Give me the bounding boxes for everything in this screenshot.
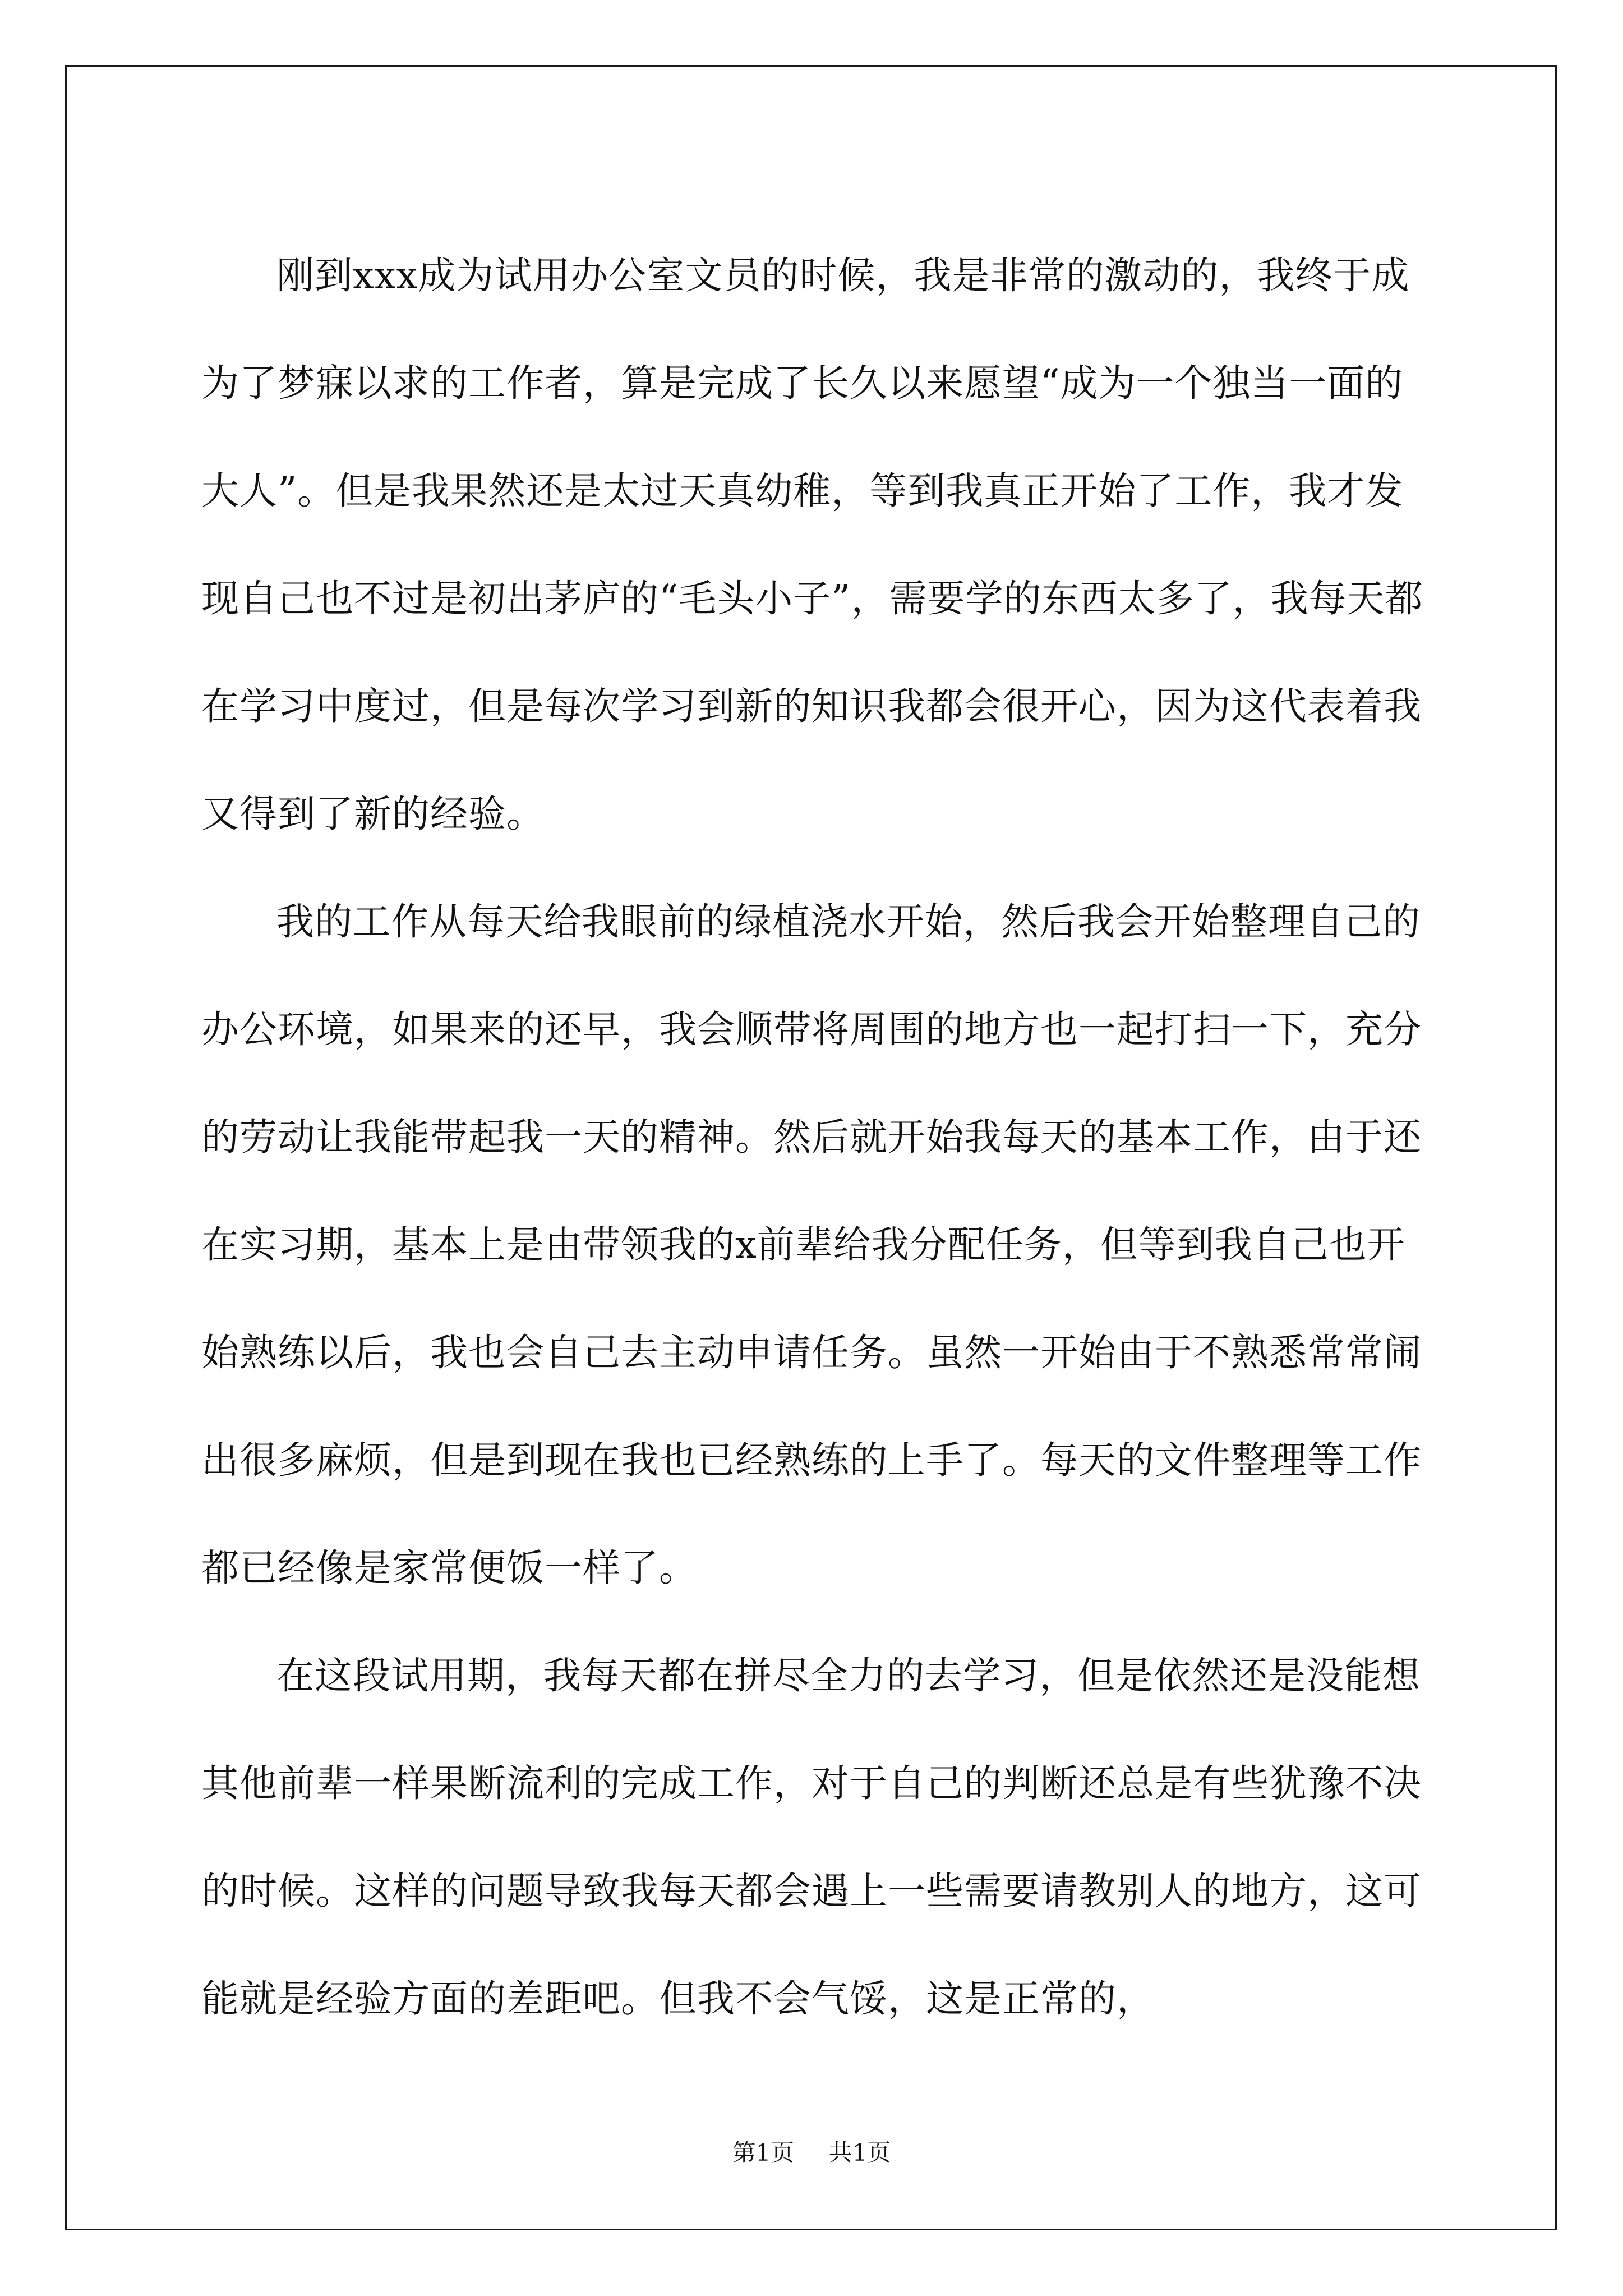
page-total: 共1页 [828, 2139, 891, 2166]
page-footer [0, 2134, 1623, 2168]
paragraph-3: 在这段试用期，我每天都在拼尽全力的去学习，但是依然还是没能想其他前辈一样果断流利的完成工作，对于自己的判断还总是有些犹豫不决的时候。这样的问题导致我每天都会遇上一些需要请教别人的地方，这可能就是经验方面的差距吧。但我不会气馁，这是正常的， [201, 1654, 1422, 2021]
page-number: 第1页 [732, 2139, 795, 2166]
document-body [201, 222, 1431, 2053]
paragraph-2: 我的工作从每天给我眼前的绿植浇水开始，然后我会开始整理自己的办公环境，如果来的还早，我会顺带将周围的地方也一起打扫一下，充分的劳动让我能带起我一天的精神。然后就开始我每天的基本工作，由于还在实习期，基本上是由带领我的x前辈给我分配任务，但等到我自己也开始熟练以后，我也会自己去主动申请任务。虽然一开始由于不熟悉常常闹出很多麻烦，但是到现在我也已经熟练的上手了。每天的文件整理等工作都已经像是家常便饭一样了。 [201, 900, 1422, 1590]
paragraph-1: 刚到xxx成为试用办公室文员的时候，我是非常的激动的，我终于成为了梦寐以求的工作者，算是完成了长久以来愿望“成为一个独当一面的大人”。但是我果然还是太过天真幼稚，等到我真正开始了工作，我才发现自己也不过是初出茅庐的“毛头小子”，需要学的东西太多了，我每天都在学习中度过，但是每次学习到新的知识我都会很开心，因为这代表着我又得到了新的经验。 [201, 254, 1423, 836]
